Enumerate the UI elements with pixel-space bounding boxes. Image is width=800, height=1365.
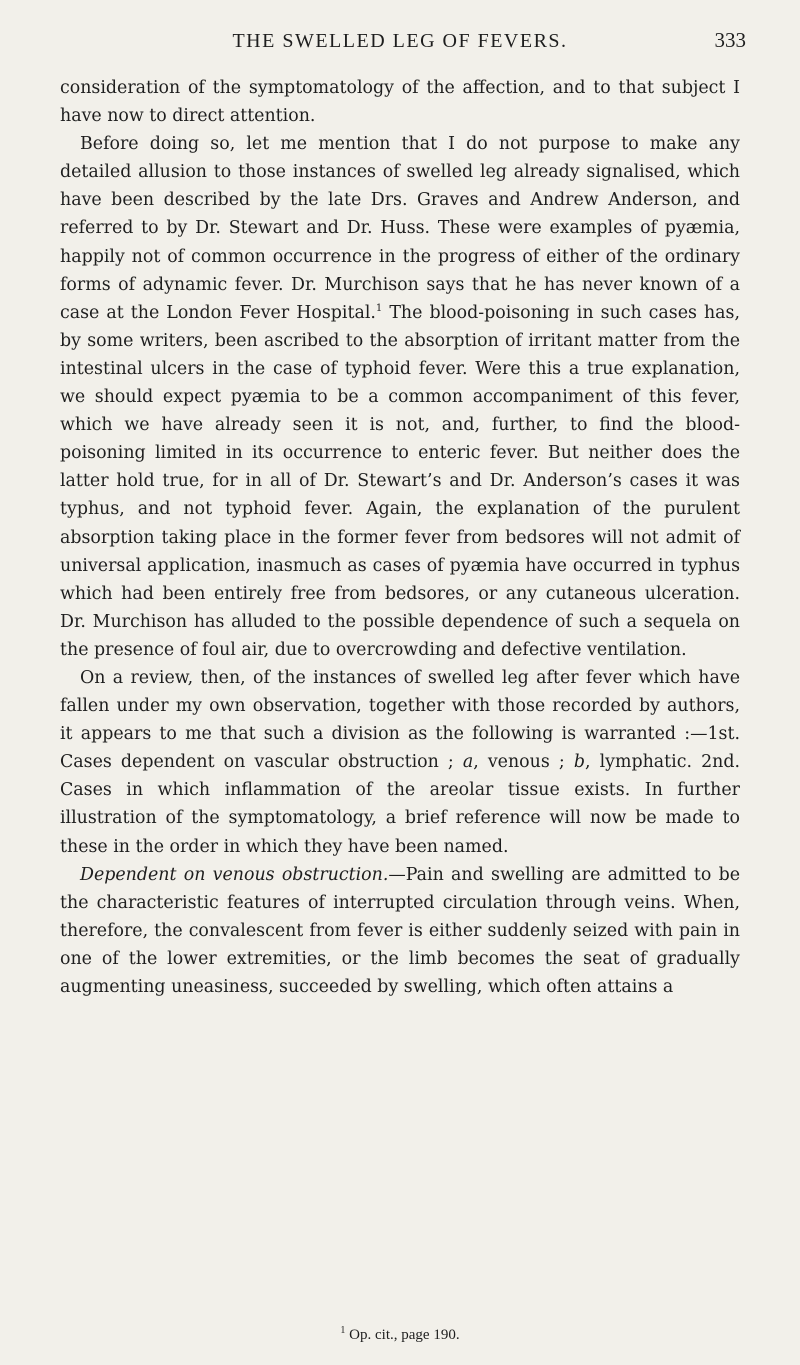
paragraph-2-text-continued: The blood-poisoning in such cases has, by some writers, been ascribed to the absorption of irritant matter from the intestinal ulcers in the case of typhoid fever. Were this a true explanation, we should expect pyæmia to be a common accompaniment of this fever, which we have already seen it is not, and, further, to find the blood-poisoning limited in its occurrence to enteric fever. But neither does the latter hold true, for in all of Dr. Stewart’s and Dr. Anderson’s cases it was typhus, and not typhoid fever. Again, the explanation of the purulent absorption taking place in the former fever from bedsores will not admit of universal application, inasmuch as cases of pyæmia have occurred in typhus which had been entirely free from bedsores, or any cutaneous ulceration. Dr. Murchison has alluded to the possible dependence of such a sequela on the presence of foul air, due to overcrowding and defective ventilation. bbox=[60, 302, 740, 660]
paragraph-3 bbox=[60, 664, 740, 861]
body-text bbox=[60, 74, 740, 1001]
paragraph-3-text-mid: , venous ; bbox=[473, 752, 574, 773]
list-marker-b: b bbox=[573, 752, 585, 773]
paragraph-3-text: On a review, then, of the instances of swelled leg after fever which have fallen under my own observation, together with those recorded by authors, it appears to me that such a division as the following is warranted :—1st. Cases dependent on vascular obstruction ; bbox=[60, 667, 740, 773]
paragraph-2 bbox=[60, 130, 740, 664]
running-head bbox=[60, 28, 746, 60]
section-heading: Dependent on venous obstruction. bbox=[80, 864, 389, 885]
paragraph-1 bbox=[60, 74, 740, 130]
footnote-text: Op. cit., page 190. bbox=[345, 1327, 460, 1343]
paragraph-4 bbox=[60, 861, 740, 1001]
running-title: THE SWELLED LEG OF FEVERS. bbox=[232, 30, 568, 52]
paragraph-2-text: Before doing so, let me mention that I do not purpose to make any detailed allusion to those instances of swelled leg already signalised, which have been described by the late Drs. Graves and Andrew Anderson, and referred to by Dr. Stewart and Dr. Huss. These were examples of pyæmia, happily not of common occurrence in the progress of either of the ordinary forms of adynamic fever. Dr. Murchison says that he has never known of a case at the London Fever Hospital. bbox=[60, 134, 740, 323]
paragraph-3-text-end: , lymphatic. 2nd. Cases in which inflammation of the areolar tissue exists. In further illustration of the symptomatology, a brief reference will now be made to these in the order in which they have been named. bbox=[60, 752, 741, 857]
footnote-marker: 1 bbox=[340, 1325, 346, 1336]
page-number: 333 bbox=[714, 28, 746, 52]
footnote-reference: 1 bbox=[375, 302, 383, 314]
paragraph-1-text: consideration of the symptomatology of the affection, and to that subject I have now to direct attention. bbox=[60, 78, 740, 127]
list-marker-a: a bbox=[462, 752, 474, 773]
paragraph-4-text: —Pain and swelling are admitted to be the characteristic features of interrupted circulation through veins. When, therefore, the convalescent from fever is either suddenly seized with pain in one of the lower extremities, or the limb becomes the seat of gradually augmenting uneasiness, succeeded by swelling, which often attains a bbox=[60, 864, 740, 997]
footnote bbox=[60, 1327, 740, 1344]
